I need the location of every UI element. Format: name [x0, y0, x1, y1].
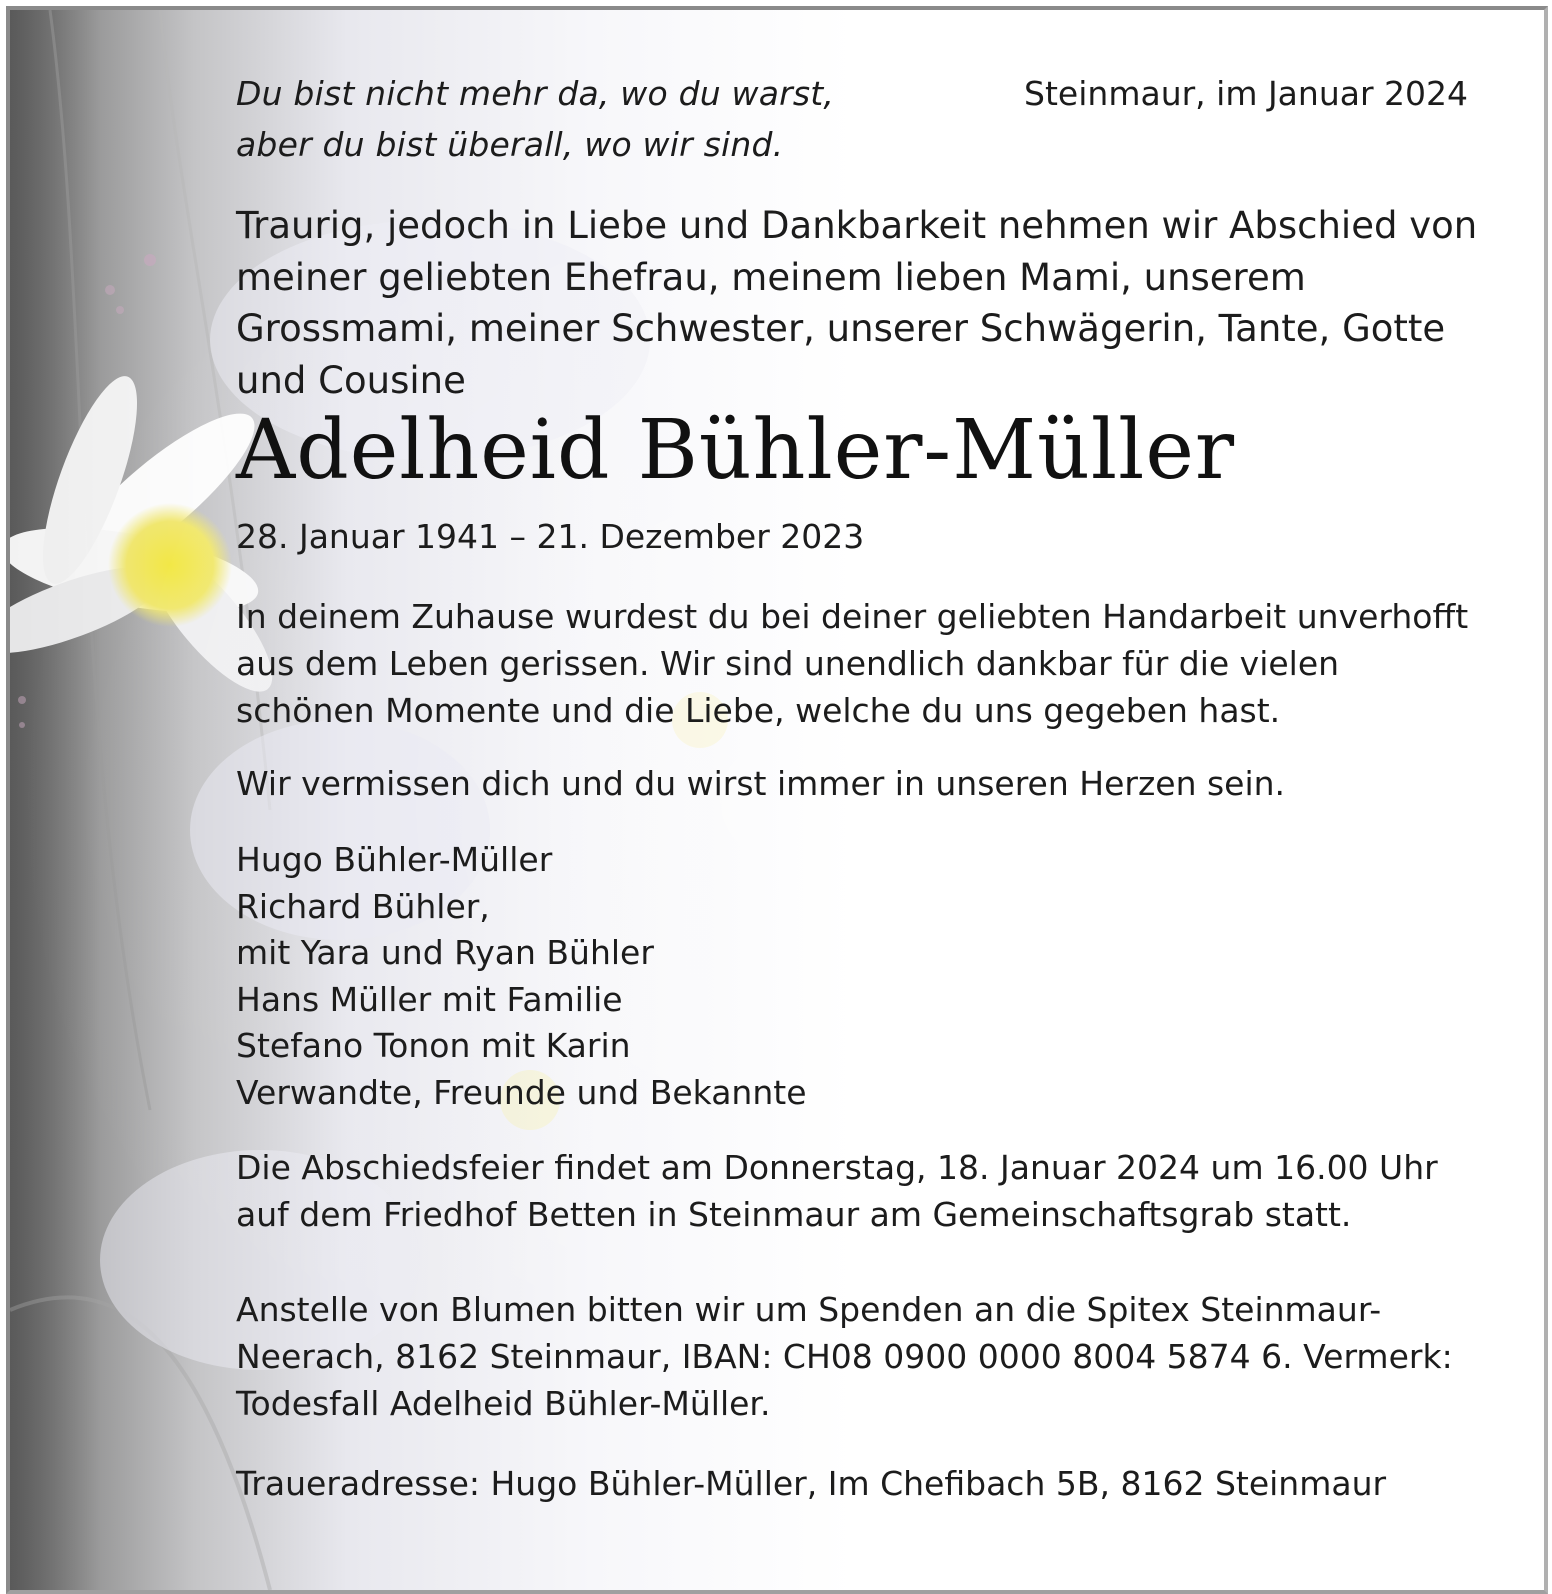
paragraph-home: In deinem Zuhause wurdest du bei deiner geliebten Handarbeit unverhofft aus dem Leben gerissen. Wir sind unendlich dankbar für die vielen schönen Momente und die Liebe, welche du uns gegeben hast.: [236, 597, 1469, 730]
mourner-item: Stefano Tonon mit Karin: [236, 1026, 631, 1065]
motto-quote: [236, 68, 834, 170]
mourner-item: Hans Müller mit Familie: [236, 979, 623, 1019]
paragraph-miss: Wir vermissen dich und du wirst immer in unseren Herzen sein.: [236, 764, 1286, 803]
mourner-item: Verwandte, Freunde und Bekannte: [236, 1072, 807, 1112]
place-date-line: Steinmaur, im Januar 2024: [1024, 74, 1468, 113]
intro-paragraph: Traurig, jedoch in Liebe und Dankbarkeit nehmen wir Abschied von meiner geliebten Ehefrau, meinem lieben Mami, unserem Grossmami, meiner Schwester, unserer Schwägerin, Tante, Gotte und Cousine: [236, 204, 1478, 402]
motto-line-1: Du bist nicht mehr da, wo du warst,: [236, 74, 835, 113]
motto-line-2: aber du bist überall, wo wir sind.: [236, 125, 784, 164]
mourner-item: Hugo Bühler-Müller: [236, 840, 553, 879]
mourner-item: mit Yara und Ryan Bühler: [236, 933, 654, 972]
mourning-address: Traueradresse: Hugo Bühler-Müller, Im Chefibach 5B, 8162 Steinmaur: [236, 1464, 1387, 1503]
mourner-item: Richard Bühler,: [236, 886, 490, 926]
donations-paragraph: Anstelle von Blumen bitten wir um Spenden an die Spitex Steinmaur-Neerach, 8162 Steinmaur, IBAN: CH08 0900 0000 8004 5874 6. Vermerk: Todesfall Adelheid Bühler-Müller.: [236, 1290, 1453, 1423]
mourners-list: [236, 837, 807, 1116]
ceremony-paragraph: Die Abschiedsfeier findet am Donnerstag, 18. Januar 2024 um 16.00 Uhr auf dem Friedhof Betten in Steinmaur am Gemeinschaftsgrab statt.: [236, 1148, 1438, 1234]
deceased-name: Adelheid Bühler-Müller: [236, 403, 1236, 498]
lifespan-dates: 28. Januar 1941 – 21. Dezember 2023: [236, 517, 865, 556]
